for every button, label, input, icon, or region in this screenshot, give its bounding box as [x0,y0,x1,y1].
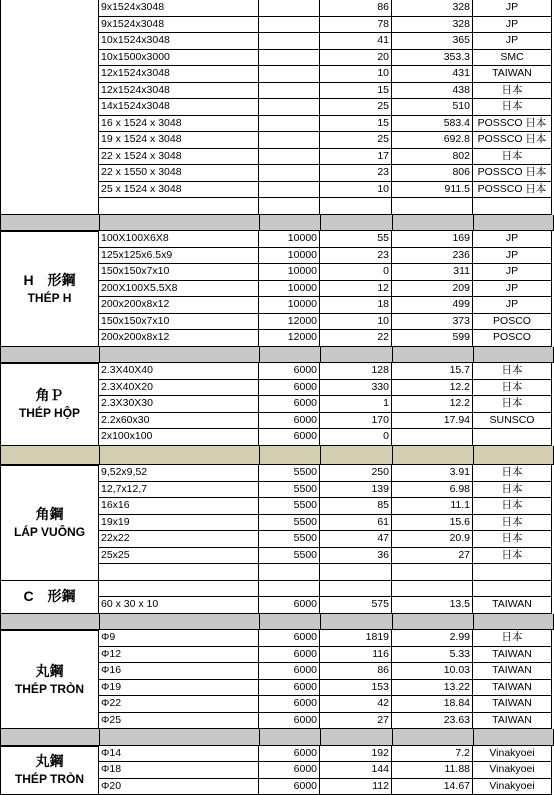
spec-cell: 2.3X40X20 [98,380,259,397]
origin-cell: Vinakyoei [473,779,552,795]
table-row [0,297,554,314]
origin-cell: POSSCO 日本 [473,116,552,133]
table-row [0,746,554,763]
table-row [0,330,554,347]
spec-cell [98,198,259,215]
qty-cell: 85 [320,498,392,515]
product-group [0,363,554,446]
length-cell [259,99,320,116]
qty-cell: 112 [320,779,392,795]
product-group [0,231,554,347]
weight-cell: 438 [392,83,473,100]
weight-cell: 692.8 [392,132,473,149]
section-separator [0,729,554,746]
spec-cell: 16x16 [98,498,259,515]
spec-cell: Φ20 [98,779,259,795]
spec-cell: 22x22 [98,531,259,548]
weight-cell: 365 [392,33,473,50]
weight-cell: 373 [392,314,473,331]
spec-cell: 200x200x8x12 [98,330,259,347]
spec-cell: Φ18 [98,762,259,779]
spec-cell: 9x1524x3048 [98,17,259,34]
qty-cell: 86 [320,0,392,17]
weight-cell: 431 [392,66,473,83]
category-name-vietnamese: THÉP H [27,290,72,305]
category-name-cjk: C 形鋼 [23,588,76,604]
qty-cell [320,564,392,581]
qty-cell: 10 [320,314,392,331]
spec-cell: 19x19 [98,515,259,532]
qty-cell: 330 [320,380,392,397]
qty-cell: 78 [320,17,392,34]
table-row [0,198,554,215]
table-row [0,231,554,248]
weight-cell: 802 [392,149,473,166]
origin-cell: SUNSCO [473,413,552,430]
length-cell: 10000 [259,281,320,298]
origin-cell: POSSCO 日本 [473,165,552,182]
weight-cell: 12.2 [392,396,473,413]
table-row [0,116,554,133]
spec-cell: 2.3X40X40 [98,363,259,380]
weight-cell: 499 [392,297,473,314]
length-cell: 6000 [259,779,320,795]
table-row [0,380,554,397]
origin-cell [473,581,552,598]
length-cell: 6000 [259,746,320,763]
qty-cell: 55 [320,231,392,248]
origin-cell: POSSCO 日本 [473,182,552,199]
weight-cell: 15.6 [392,515,473,532]
table-row [0,498,554,515]
origin-cell: 日本 [473,548,552,565]
qty-cell [320,581,392,598]
weight-cell: 353.3 [392,50,473,67]
weight-cell: 20.9 [392,531,473,548]
length-cell [259,198,320,215]
section-separator [0,215,554,232]
table-row [0,363,554,380]
origin-cell: POSCO [473,330,552,347]
spec-cell: 200x200x8x12 [98,297,259,314]
qty-cell: 86 [320,663,392,680]
spec-cell: 25 x 1524 x 3048 [98,182,259,199]
qty-cell: 10 [320,66,392,83]
table-row [0,281,554,298]
length-cell: 6000 [259,413,320,430]
weight-cell: 18.84 [392,696,473,713]
qty-cell: 22 [320,330,392,347]
table-row [0,149,554,166]
table-row [0,17,554,34]
origin-cell: 日本 [473,380,552,397]
table-row [0,663,554,680]
spec-cell: 100X100X6X8 [98,231,259,248]
qty-cell: 25 [320,99,392,116]
weight-cell: 13.5 [392,597,473,614]
weight-cell: 11.1 [392,498,473,515]
weight-cell: 14.67 [392,779,473,795]
origin-cell: 日本 [473,465,552,482]
qty-cell: 128 [320,363,392,380]
qty-cell: 20 [320,50,392,67]
weight-cell: 6.98 [392,482,473,499]
qty-cell: 144 [320,762,392,779]
qty-cell: 23 [320,165,392,182]
origin-cell [473,429,552,446]
table-row [0,531,554,548]
table-row [0,564,554,581]
table-row [0,314,554,331]
length-cell: 6000 [259,597,320,614]
qty-cell: 12 [320,281,392,298]
section-separator [0,347,554,364]
spec-cell: Φ25 [98,713,259,730]
weight-cell: 23.63 [392,713,473,730]
spec-cell: 22 x 1550 x 3048 [98,165,259,182]
origin-cell: Vinakyoei [473,762,552,779]
spec-cell: Φ16 [98,663,259,680]
spec-cell: 150x150x7x10 [98,264,259,281]
length-cell [259,33,320,50]
spec-cell [98,564,259,581]
weight-cell: 5.33 [392,647,473,664]
spec-cell: 200X100X5.5X8 [98,281,259,298]
product-group [0,0,554,215]
length-cell: 12000 [259,330,320,347]
spec-cell: 2.2x60x30 [98,413,259,430]
length-cell: 10000 [259,248,320,265]
qty-cell: 15 [320,116,392,133]
spec-cell: 19 x 1524 x 3048 [98,132,259,149]
weight-cell [392,198,473,215]
qty-cell: 17 [320,149,392,166]
weight-cell: 328 [392,17,473,34]
origin-cell: JP [473,248,552,265]
spec-cell: 2.3X30X30 [98,396,259,413]
origin-cell: POSSCO 日本 [473,132,552,149]
length-cell [259,66,320,83]
weight-cell: 209 [392,281,473,298]
spec-cell: 9,52x9,52 [98,465,259,482]
table-row [0,647,554,664]
weight-cell: 10.03 [392,663,473,680]
length-cell [259,83,320,100]
spec-cell: Φ19 [98,680,259,697]
table-row [0,548,554,565]
qty-cell: 25 [320,132,392,149]
length-cell [259,132,320,149]
table-row [0,762,554,779]
spec-cell: 22 x 1524 x 3048 [98,149,259,166]
origin-cell: 日本 [473,515,552,532]
length-cell: 6000 [259,647,320,664]
length-cell [259,116,320,133]
qty-cell: 575 [320,597,392,614]
origin-cell: 日本 [473,482,552,499]
length-cell: 5500 [259,465,320,482]
table-row [0,182,554,199]
weight-cell: 911.5 [392,182,473,199]
length-cell: 10000 [259,264,320,281]
qty-cell: 1 [320,396,392,413]
category-name-vietnamese: LÁP VUÔNG [13,524,86,539]
weight-cell: 11.88 [392,762,473,779]
table-row [0,83,554,100]
spec-cell: Φ9 [98,630,259,647]
origin-cell: JP [473,281,552,298]
length-cell: 6000 [259,663,320,680]
length-cell: 5500 [259,482,320,499]
spec-cell [98,581,259,598]
length-cell: 10000 [259,231,320,248]
length-cell: 6000 [259,680,320,697]
table-row [0,581,554,598]
weight-cell: 311 [392,264,473,281]
weight-cell: 510 [392,99,473,116]
weight-cell: 599 [392,330,473,347]
spec-cell: 9x1524x3048 [98,0,259,17]
qty-cell: 139 [320,482,392,499]
qty-cell: 15 [320,83,392,100]
qty-cell: 192 [320,746,392,763]
table-row [0,630,554,647]
origin-cell: TAIWAN [473,663,552,680]
length-cell: 6000 [259,363,320,380]
category-name-vietnamese: THÉP HỘP [18,406,81,421]
length-cell [259,182,320,199]
table-row [0,396,554,413]
weight-cell: 13.22 [392,680,473,697]
length-cell: 5500 [259,515,320,532]
table-row [0,779,554,795]
weight-cell [392,581,473,598]
category-name-vietnamese: THÉP TRÒN [14,681,85,696]
table-row [0,0,554,17]
table-row [0,429,554,446]
length-cell: 5500 [259,531,320,548]
length-cell [259,564,320,581]
origin-cell: TAIWAN [473,597,552,614]
table-row [0,680,554,697]
weight-cell: 169 [392,231,473,248]
origin-cell [473,564,552,581]
length-cell [259,17,320,34]
qty-cell: 23 [320,248,392,265]
origin-cell: JP [473,264,552,281]
length-cell [259,149,320,166]
spec-cell: 10x1524x3048 [98,33,259,50]
length-cell: 6000 [259,429,320,446]
qty-cell: 41 [320,33,392,50]
length-cell: 6000 [259,380,320,397]
origin-cell: JP [473,17,552,34]
qty-cell [320,198,392,215]
weight-cell [392,429,473,446]
length-cell: 6000 [259,713,320,730]
qty-cell: 42 [320,696,392,713]
table-row [0,482,554,499]
origin-cell: 日本 [473,531,552,548]
spec-cell: Φ12 [98,647,259,664]
qty-cell: 1819 [320,630,392,647]
length-cell: 5500 [259,498,320,515]
origin-cell: 日本 [473,363,552,380]
origin-cell: 日本 [473,149,552,166]
category-name-cjk: H 形鋼 [23,271,76,288]
spec-cell: 12x1524x3048 [98,83,259,100]
qty-cell: 36 [320,548,392,565]
category-name-cjk: 丸鋼 [35,753,64,770]
table-row [0,248,554,265]
table-row [0,465,554,482]
weight-cell: 3.91 [392,465,473,482]
product-group [0,581,554,614]
weight-cell: 583.4 [392,116,473,133]
length-cell [259,0,320,17]
category-name-cjk: 角鋼 [35,505,64,522]
category-name-cjk: 角Ｐ [35,387,64,404]
weight-cell: 806 [392,165,473,182]
origin-cell: POSCO [473,314,552,331]
origin-cell: TAIWAN [473,713,552,730]
spec-cell: Φ14 [98,746,259,763]
section-separator [0,614,554,631]
origin-cell: SMC [473,50,552,67]
table-row [0,66,554,83]
weight-cell: 236 [392,248,473,265]
table-row [0,50,554,67]
length-cell [259,581,320,598]
origin-cell [473,198,552,215]
table-row [0,165,554,182]
origin-cell: TAIWAN [473,647,552,664]
section-separator [0,446,554,466]
qty-cell: 116 [320,647,392,664]
length-cell [259,50,320,67]
category-name-cjk: 丸鋼 [35,662,64,679]
table-row [0,33,554,50]
table-row [0,413,554,430]
spec-cell: 125x125x6.5x9 [98,248,259,265]
origin-cell: Vinakyoei [473,746,552,763]
qty-cell: 10 [320,182,392,199]
origin-cell: TAIWAN [473,680,552,697]
qty-cell: 250 [320,465,392,482]
qty-cell: 47 [320,531,392,548]
origin-cell: 日本 [473,498,552,515]
qty-cell: 18 [320,297,392,314]
length-cell: 6000 [259,630,320,647]
origin-cell: 日本 [473,396,552,413]
origin-cell: JP [473,33,552,50]
origin-cell: 日本 [473,630,552,647]
origin-cell: TAIWAN [473,696,552,713]
spec-cell: 2x100x100 [98,429,259,446]
length-cell: 6000 [259,696,320,713]
table-row [0,696,554,713]
qty-cell: 0 [320,264,392,281]
table-row [0,99,554,116]
qty-cell: 170 [320,413,392,430]
length-cell [259,165,320,182]
spec-cell: 14x1524x3048 [98,99,259,116]
weight-cell: 17.94 [392,413,473,430]
origin-cell: JP [473,0,552,17]
product-group [0,746,554,795]
table-row [0,264,554,281]
weight-cell: 328 [392,0,473,17]
spec-cell: Φ22 [98,696,259,713]
table-row [0,132,554,149]
table-row [0,515,554,532]
spec-cell: 16 x 1524 x 3048 [98,116,259,133]
weight-cell: 7.2 [392,746,473,763]
weight-cell [392,564,473,581]
spec-cell: 12x1524x3048 [98,66,259,83]
length-cell: 5500 [259,548,320,565]
spec-cell: 10x1500x3000 [98,50,259,67]
weight-cell: 27 [392,548,473,565]
weight-cell: 15.7 [392,363,473,380]
origin-cell: JP [473,231,552,248]
product-group [0,465,554,581]
spec-cell: 12,7x12,7 [98,482,259,499]
length-cell: 10000 [259,297,320,314]
origin-cell: 日本 [473,99,552,116]
spec-cell: 60 x 30 x 10 [98,597,259,614]
origin-cell: JP [473,297,552,314]
qty-cell: 27 [320,713,392,730]
length-cell: 12000 [259,314,320,331]
origin-cell: 日本 [473,83,552,100]
weight-cell: 2.99 [392,630,473,647]
qty-cell: 61 [320,515,392,532]
spec-cell: 25x25 [98,548,259,565]
length-cell: 6000 [259,396,320,413]
spec-cell: 150x150x7x10 [98,314,259,331]
table-row [0,597,554,614]
length-cell: 6000 [259,762,320,779]
category-name-vietnamese: THÉP TRÒN [14,772,85,787]
table-row [0,713,554,730]
weight-cell: 12.2 [392,380,473,397]
qty-cell: 0 [320,429,392,446]
qty-cell: 153 [320,680,392,697]
product-group [0,630,554,729]
origin-cell: TAIWAN [473,66,552,83]
